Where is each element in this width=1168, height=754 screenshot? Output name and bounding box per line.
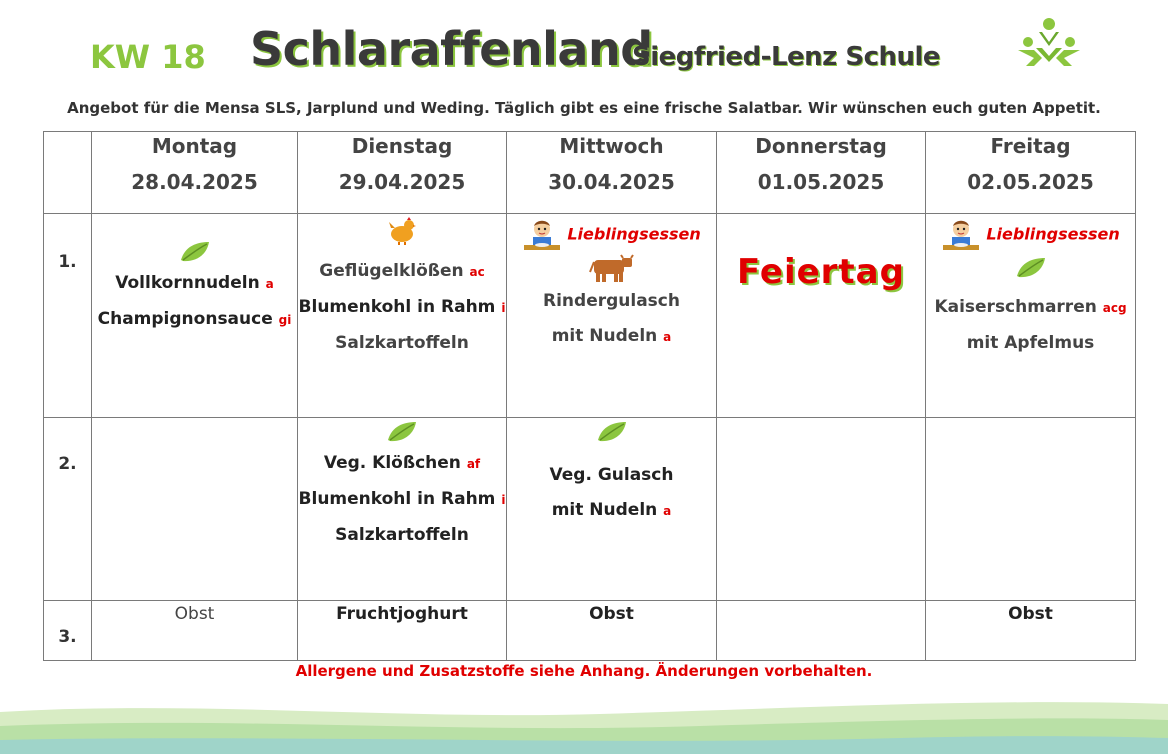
day-date: 01.05.2025 — [757, 170, 885, 194]
dish-name: mit Nudeln — [551, 326, 658, 346]
allergen-code: ac — [469, 265, 485, 279]
chicken-icon — [298, 216, 506, 246]
dish-name: Champignonsauce — [97, 309, 273, 329]
dish-line: Veg. Gulasch — [549, 465, 674, 485]
menu-cell-monday-2 — [92, 418, 298, 601]
dish-line: Rindergulasch — [543, 291, 680, 311]
day-header-tuesday — [298, 132, 507, 214]
favorite-label: Lieblingsessen — [986, 224, 1120, 244]
intro-text: Angebot für die Mensa SLS, Jarplund und Weding. Täglich gibt es eine frische Salatbar. Wir wünschen euch guten Appetit. — [67, 99, 1101, 117]
row-number-label: 2. — [58, 454, 77, 474]
menu-cell-thursday-1 — [717, 214, 926, 418]
day-header-monday — [92, 132, 298, 214]
dessert-cell-thursday — [717, 601, 926, 661]
kid-eating-icon — [522, 218, 562, 252]
menu-cell-tuesday-2 — [298, 418, 507, 601]
day-header-friday — [926, 132, 1136, 214]
dish-line: Salzkartoffeln — [335, 525, 469, 545]
week-label: KW 18 — [90, 38, 206, 76]
dish-name: Blumenkohl in Rahm — [298, 489, 496, 509]
cow-icon — [507, 254, 716, 284]
leaf-icon — [507, 420, 716, 444]
day-name: Montag — [151, 134, 238, 158]
allergen-code: a — [663, 330, 672, 344]
leaf-icon — [298, 420, 506, 444]
row-number — [44, 418, 92, 601]
dish-line: Salzkartoffeln — [335, 333, 469, 353]
day-header-wednesday — [507, 132, 717, 214]
allergen-code: i — [501, 301, 506, 315]
favorite-banner — [926, 218, 1135, 254]
row-number — [44, 214, 92, 418]
allergen-code: a — [663, 504, 672, 518]
menu-cell-tuesday-1 — [298, 214, 507, 418]
menu-cell-friday-2 — [926, 418, 1136, 601]
day-date: 29.04.2025 — [338, 170, 466, 194]
leaf-icon — [92, 240, 297, 264]
dessert-label: Fruchtjoghurt — [336, 604, 468, 624]
corner-cell — [44, 132, 92, 214]
menu-cell-thursday-2 — [717, 418, 926, 601]
school-logo-icon — [1012, 16, 1086, 76]
decorative-wave — [0, 690, 1168, 754]
dish-line — [926, 290, 1135, 326]
dish-line — [92, 266, 297, 302]
leaf-icon — [926, 256, 1135, 280]
dish-line — [507, 319, 716, 355]
favorite-banner — [507, 218, 716, 254]
day-name: Mittwoch — [559, 134, 664, 158]
menu-table — [43, 131, 1136, 661]
dessert-cell-tuesday — [298, 601, 507, 661]
dessert-cell-friday — [926, 601, 1136, 661]
dish-line — [298, 482, 506, 518]
dish-name: Blumenkohl in Rahm — [298, 297, 496, 317]
holiday-label: Feiertag — [737, 252, 905, 292]
favorite-label: Lieblingsessen — [567, 224, 701, 244]
dish-line — [92, 302, 297, 338]
menu-row-3 — [44, 601, 1136, 661]
dish-name: Vollkornnudeln — [115, 273, 260, 293]
dish-name: Geflügelklößen — [319, 261, 464, 281]
menu-cell-monday-1 — [92, 214, 298, 418]
dish-line: mit Apfelmus — [966, 333, 1095, 353]
dish-name: mit Nudeln — [551, 500, 658, 520]
row-number-label: 1. — [58, 252, 77, 272]
allergen-code: af — [466, 457, 481, 471]
day-name: Freitag — [990, 134, 1071, 158]
footer-note: Allergene und Zusatzstoffe siehe Anhang. Änderungen vorbehalten. — [295, 662, 873, 680]
dessert-label: Obst — [1008, 604, 1053, 624]
dessert-label: Obst — [589, 604, 634, 624]
page-title: Schlaraffenland — [250, 22, 653, 76]
menu-cell-wednesday-1 — [507, 214, 717, 418]
menu-row-1 — [44, 214, 1136, 418]
dish-line — [298, 290, 506, 326]
allergen-code: i — [501, 493, 506, 507]
dish-line — [298, 446, 506, 482]
row-number-label: 3. — [58, 627, 77, 647]
row-number — [44, 601, 92, 661]
day-name: Dienstag — [351, 134, 453, 158]
header-row — [44, 132, 1136, 214]
kid-eating-icon — [941, 218, 981, 252]
dish-line — [507, 493, 716, 529]
menu-cell-wednesday-2 — [507, 418, 717, 601]
dish-line — [298, 254, 506, 290]
day-header-thursday — [717, 132, 926, 214]
menu-cell-friday-1 — [926, 214, 1136, 418]
day-date: 28.04.2025 — [131, 170, 258, 194]
dessert-cell-monday — [92, 601, 298, 661]
menu-row-2 — [44, 418, 1136, 601]
allergen-code: a — [265, 277, 274, 291]
day-name: Donnerstag — [755, 134, 887, 158]
day-date: 02.05.2025 — [967, 170, 1094, 194]
school-name: Siegfried-Lenz Schule — [632, 42, 941, 72]
dessert-label: Obst — [174, 604, 215, 624]
allergen-code: acg — [1102, 301, 1127, 315]
allergen-code: gi — [278, 313, 292, 327]
dessert-cell-wednesday — [507, 601, 717, 661]
day-date: 30.04.2025 — [548, 170, 675, 194]
dish-name: Kaiserschmarren — [934, 297, 1097, 317]
dish-name: Veg. Klößchen — [323, 453, 461, 473]
